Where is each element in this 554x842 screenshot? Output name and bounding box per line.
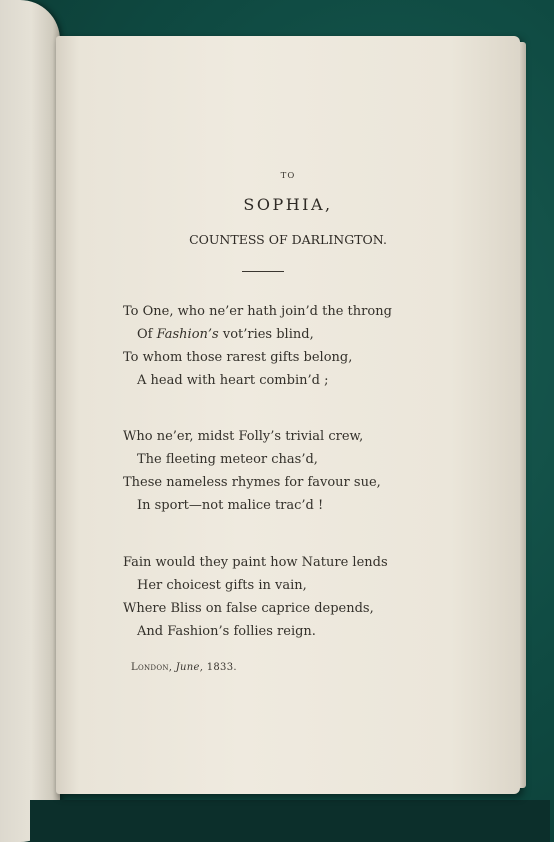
signoff-place: London,: [131, 662, 173, 673]
left-page: [0, 0, 60, 842]
verse-line: To whom those rarest gifts belong,: [123, 350, 353, 365]
verse-line: In sport—not malice trac’d !: [137, 498, 324, 513]
verse-line: Fain would they paint how Nature lends: [123, 555, 388, 570]
book-cover-edge: [30, 800, 550, 842]
dedication-to: TO: [280, 171, 296, 181]
signoff-year: 1833.: [206, 662, 237, 673]
stanza-2: [123, 425, 503, 517]
verse-line: Who ne’er, midst Folly’s trivial crew,: [123, 429, 364, 444]
verse-line: And Fashion’s follies reign.: [137, 624, 316, 639]
verse-line: Of Fashion’s vot’ries blind,: [137, 327, 314, 342]
verse-line-rest: vot’ries blind,: [222, 327, 314, 342]
dedication-name: SOPHIA,: [243, 195, 333, 214]
divider-rule: [242, 271, 284, 272]
signoff-date: June,: [175, 662, 204, 673]
verse-line: To One, who ne’er hath join’d the throng: [123, 304, 392, 319]
page-fore-edge: [520, 42, 526, 788]
verse-line: The fleeting meteor chas’d,: [137, 452, 318, 467]
verse-line: These nameless rhymes for favour sue,: [123, 475, 381, 490]
italic-word: Fashion’s: [156, 327, 219, 342]
stanza-1: [123, 300, 503, 392]
verse-line: Where Bliss on false caprice depends,: [123, 601, 374, 616]
dedication-title: COUNTESS OF DARLINGTON.: [189, 232, 387, 247]
verse-line: A head with heart combin’d ;: [137, 373, 329, 388]
verse-line: Her choicest gifts in vain,: [137, 578, 307, 593]
stanza-3: [123, 551, 503, 643]
signoff: [131, 662, 237, 673]
book-page: [56, 36, 520, 794]
